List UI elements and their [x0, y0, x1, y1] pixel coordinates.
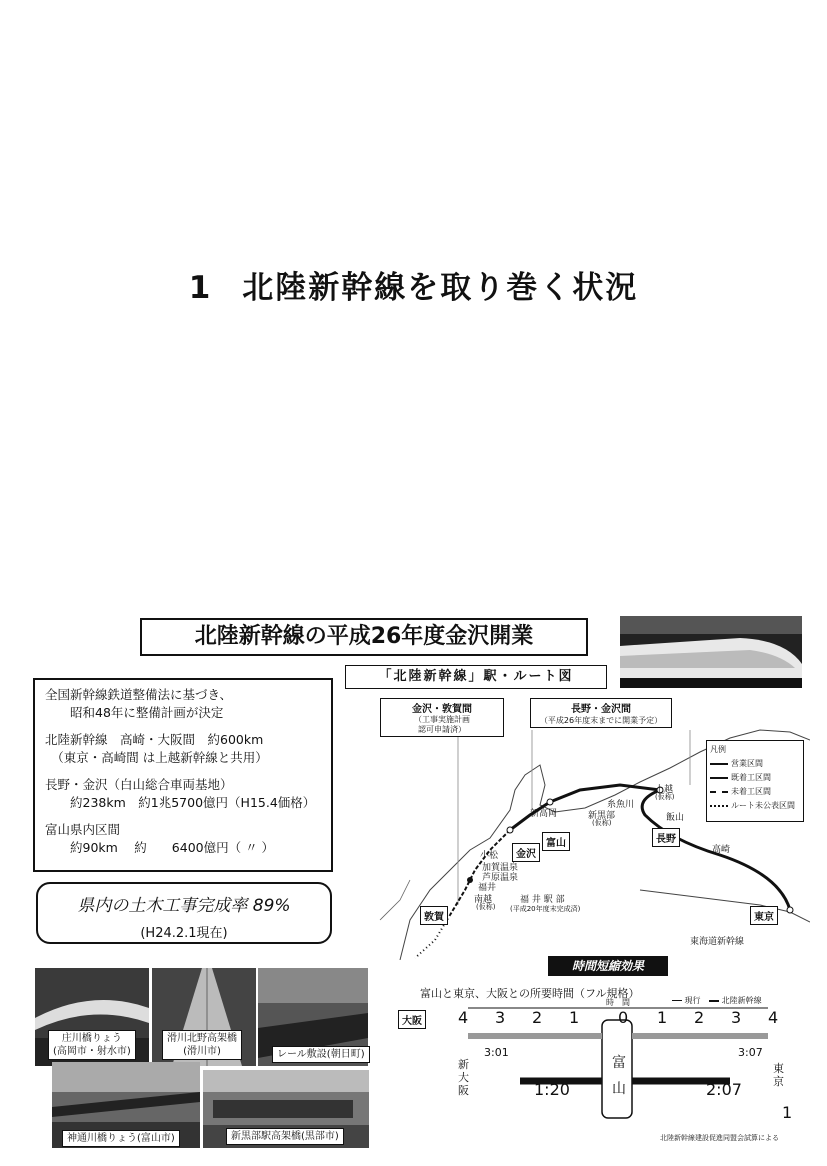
station-char: 新 — [458, 1058, 469, 1071]
legend-label: 未着工区間 — [731, 787, 771, 796]
station-komatsu: 小松 — [480, 851, 499, 861]
section-kanazawa-tsuruga — [380, 698, 504, 737]
overview-line: 富山県内区間 — [45, 822, 121, 837]
overview-line: 全国新幹線鉄道整備法に基づき、 — [45, 687, 233, 702]
completion-rate-date: (H24.2.1現在) — [140, 926, 228, 941]
tokaido-shinkansen-label: 東海道新幹線 — [690, 937, 745, 947]
section-note: （工事実施計画 認可申請済） — [414, 715, 470, 734]
train-image — [620, 616, 802, 688]
overview-line: 北陸新幹線 高崎・大阪間 約600km — [45, 732, 264, 747]
station-char: 東 — [773, 1062, 784, 1075]
legend-item — [710, 758, 800, 769]
station-shinkurobe-note: (仮称) — [592, 819, 612, 827]
solid-line-icon — [710, 763, 728, 765]
tick-label: 3 — [731, 1008, 742, 1027]
right-station-tokyo — [773, 1062, 784, 1088]
time-chart-footnote: 北陸新幹線建設促進同盟会試算による — [660, 1134, 779, 1142]
station-shintakaoka: 新高岡 — [530, 809, 558, 819]
legend-item — [710, 786, 800, 797]
completion-rate-box — [36, 882, 332, 944]
time-axis-label: 時 間 — [606, 998, 630, 1007]
station-tsuruga: 敦賀 — [420, 906, 448, 925]
legend-item — [710, 772, 800, 783]
station-fukui: 福井 — [478, 883, 497, 893]
osaka-shinkansen-time: 1:20 — [534, 1080, 570, 1099]
fukui-station-section: 福 井 駅 部 — [520, 895, 565, 905]
solid-line-icon — [710, 777, 728, 779]
tick-label: 4 — [768, 1008, 779, 1027]
station-char: 富 — [612, 1055, 626, 1071]
station-nanetsu: 南越 — [474, 895, 493, 905]
station-kagaonsen: 加賀温泉 — [482, 863, 519, 873]
overview-line: 約90km 約 6400億円（ 〃 ） — [45, 840, 275, 855]
station-osaka: 大阪 — [398, 1010, 426, 1029]
legend-label: 営業区間 — [731, 759, 763, 768]
station-nanetsu-note: (仮称) — [476, 903, 496, 911]
dotted-line-icon — [710, 805, 728, 807]
photo-caption: 滑川北野高架橋 (滑川市) — [162, 1030, 242, 1060]
tick-label: 1 — [657, 1008, 668, 1027]
tick-label: 0 — [618, 1008, 629, 1027]
left-station-shinosaka — [458, 1058, 469, 1097]
section-nagano-kanazawa — [530, 698, 672, 728]
station-kanazawa: 金沢 — [512, 843, 540, 862]
overview-line: 約238km 約1兆5700億円（H15.4価格） — [45, 795, 316, 810]
tick-label: 1 — [569, 1008, 580, 1027]
photo-caption: レール敷設(朝日町) — [272, 1046, 370, 1063]
overview-box — [33, 678, 333, 872]
photo-caption: 神通川橋りょう(富山市) — [62, 1130, 180, 1147]
section-note: （平成26年度末までに開業予定） — [539, 716, 663, 725]
tick-label: 3 — [495, 1008, 506, 1027]
section-title: 長野・金沢間 — [571, 704, 631, 715]
station-nagano: 長野 — [652, 828, 680, 847]
fukui-station-note: (平成20年度末完成済) — [510, 905, 581, 913]
train-photo — [620, 616, 802, 688]
time-legend — [672, 995, 762, 1006]
time-chart-title: 時間短縮効果 — [548, 956, 668, 976]
section-title: 金沢・敦賀間 — [412, 704, 472, 715]
time-chart-subtitle: 富山と東京、大阪との所要時間（フル規格） — [420, 987, 640, 1000]
photo-caption: 新黒部駅高架橋(黒部市) — [226, 1128, 344, 1145]
osaka-current-time: 3:01 — [484, 1046, 509, 1059]
section-title: 北陸新幹線を取り巻く状況 — [242, 270, 639, 306]
overview-line: 長野・金沢（白山総合車両基地） — [45, 777, 233, 792]
photo-caption: 庄川橋りょう (高岡市・射水市) — [48, 1030, 136, 1060]
section-number: 1 — [188, 270, 213, 306]
page-title — [0, 262, 827, 307]
legend-label: 北陸新幹線 — [721, 996, 762, 1005]
dashed-line-icon — [710, 791, 728, 793]
tokyo-current-time: 3:07 — [738, 1046, 763, 1059]
overview-line: 昭和48年に整備計画が決定 — [45, 705, 224, 720]
station-char: 阪 — [458, 1084, 469, 1097]
map-legend — [706, 740, 804, 822]
legend-item — [710, 800, 800, 811]
station-tokyo: 東京 — [750, 906, 778, 925]
station-shinkurobe: 新黒部 — [588, 811, 616, 821]
station-char: 山 — [612, 1081, 626, 1097]
station-iiyama: 飯山 — [666, 813, 685, 823]
legend-title: 凡例 — [710, 745, 726, 754]
shinkansen-line-icon — [709, 1000, 719, 1002]
center-station-toyama — [612, 1050, 626, 1102]
station-takasaki: 高崎 — [712, 845, 731, 855]
tick-label: 2 — [532, 1008, 543, 1027]
legend-label: ルート未公表区間 — [731, 801, 795, 810]
legend-label: 既着工区間 — [731, 773, 771, 782]
station-awaraonsen: 芦原温泉 — [482, 873, 519, 883]
station-char: 大 — [458, 1071, 469, 1084]
banner-title: 北陸新幹線の平成26年度金沢開業 — [140, 618, 588, 656]
overview-line: （東京・高崎間 は上越新幹線と共用） — [45, 750, 268, 765]
tick-label: 2 — [694, 1008, 705, 1027]
current-line-icon — [672, 1000, 682, 1001]
completion-rate-text: 県内の土木工事完成率 89% — [77, 896, 291, 916]
station-joetsu-note: (仮称) — [655, 793, 675, 801]
station-toyama: 富山 — [542, 832, 570, 851]
route-map-title: 「北陸新幹線」駅・ルート図 — [345, 665, 607, 689]
station-itoigawa: 糸魚川 — [607, 800, 635, 810]
station-joetsu: 上越 — [655, 785, 674, 795]
tokyo-shinkansen-time: 2:07 — [706, 1080, 742, 1099]
page-number: 1 — [782, 1103, 793, 1122]
legend-label: 現行 — [684, 996, 701, 1005]
station-char: 京 — [773, 1075, 784, 1088]
tick-label: 4 — [458, 1008, 469, 1027]
